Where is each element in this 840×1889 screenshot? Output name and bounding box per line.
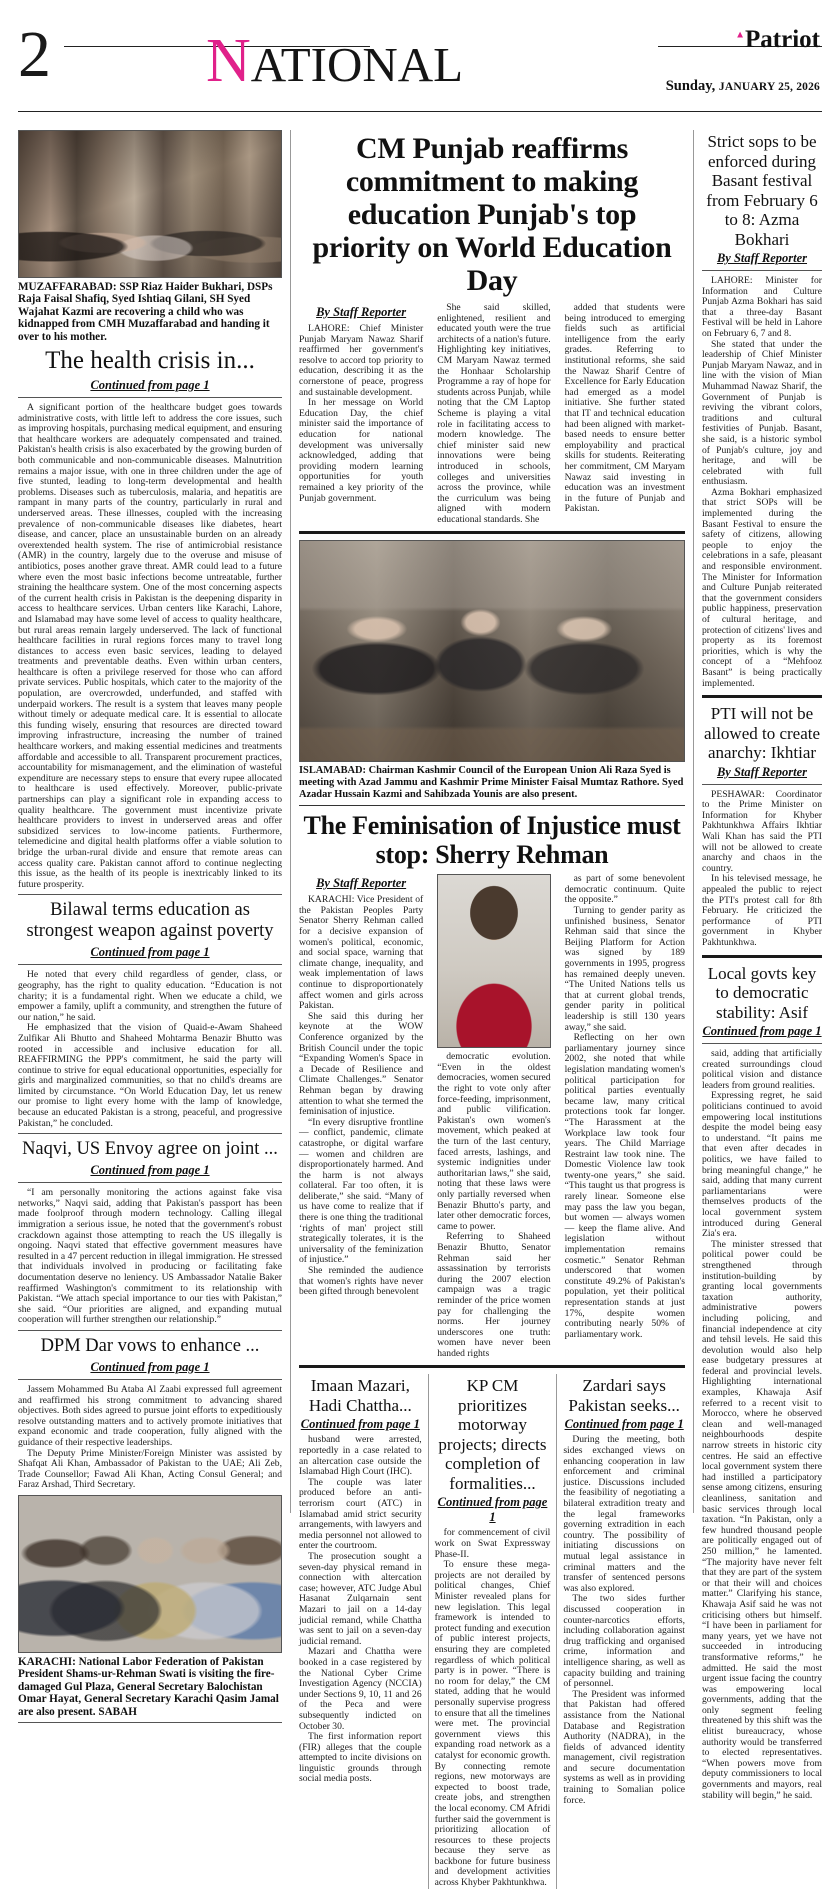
- brand-tick-icon: ▲: [735, 29, 746, 41]
- paragraph: A significant portion of the healthcare budget goes towards administrative costs, with little left to address the core issues, such as improving hospitals, purchasing medical equipment, and ensuring that healthcare workers are adequately compensated and trained. Pakistan's health crisis is also exacerbated by the growing burden of both communicable and non-communicable diseases. Malnutrition remains a major issue, with one in three children under the age of five stunted, leading to long-term developmental and health problems. Diseases such as tuberculosis, malaria, and hepatitis are rampant in many parts of the country, particularly in rural and underserved areas. These illnesses, coupled with the increasing prevalence of non-communicable diseases like diabetes, heart disease, and cancer, place an unsustainable burden on an already overextended health system. The rise of antimicrobial resistance (AMR) in the country, largely due to the overuse and misuse of antibiotics, poses another grave threat. AMR could lead to a future where even the most basic infections become untreatable, further straining the healthcare system. One of the most concerning aspects of the current health crisis in Pakistan is the deepening disparity in access to healthcare services. Urban centers like Karachi, Lahore, and Islamabad may have some level of access to quality healthcare, but rural areas remain largely underserved. The lack of functional healthcare facilities in rural regions forces many to travel long distances to access even basic services, leading to delayed treatments and preventable deaths. Even within urban centers, healthcare is often a privilege reserved for those who can afford private services. Public hospitals, which cater to the majority of the population, are overcrowded, underfunded, and staffed with underpaid workers. The result is a system that leaves many people without timely or adequate medical care. It is essential to allocate this funding wisely, ensuring that resources are directed toward improving infrastructure, increasing the number of trained healthcare workers, and making essential medicines and treatments affordable and accessible to all. Transparent procurement practices, accountability for mismanagement, and the elimination of wasteful expenditure are necessary steps to ensure that every rupee allocated to healthcare is used effectively. Moreover, public-private partnerships can play a significant role in expanding access to quality healthcare. The government must incentivize private healthcare providers to invest in underserved areas and offer subsidized services to low-income patients. Furthermore, telemedicine and digital health platforms offer a viable solution to bridge the urban-rural divide and ensure that remote areas can access quality care. Pakistan cannot afford to continue neglecting this issue, as the health of its people is inextricably linked to its future prosperity.: [18, 402, 282, 890]
- paragraph: The minister stressed that political power could be strengthened through institution-building by granting local governments taxation authority, administrative powers including policing, and financial independence at city and tehsil levels. He said this devolution would also help ease budgetary pressures at federal and provincial levels. Highlighting international examples, Khawaja Asif referred to a recent visit to Morocco, where he observed clean and well-managed neighbourhoods despite narrow streets in historic city centres. He said an effective local government system there had instilled a participatory sense among citizens, ensuring cleanliness, sanitation and basic services through local taxation. “In Pakistan, only a few hundred thousand people are politically engaged out of 250 million,” he lamented. “The majority have never felt that they are part of the system or that their will and choices matter.” Clarifying his stance, Khawaja Asif said he was not criticising others but himself. “I have been in parliament for many years, yet we have not succeeded in introducing transformative reforms,” he admitted. He said the most urgent issue facing the country was empowering local governments, adding that the only segment feeling threatened by this shift was the elitist bureaucracy, whose authority would be transferred to elected representatives. “When powers move from deputy commissioners to local governments and mayors, real stability will begin,” he said.: [702, 1238, 822, 1801]
- byline-basant: By Staff Reporter: [716, 251, 808, 265]
- contd-bilawal: Continued from page 1: [90, 945, 210, 960]
- divider: [299, 531, 685, 534]
- section-title-initial: N: [206, 27, 251, 95]
- feature-article-body: [299, 874, 685, 1359]
- headline-feminisation: The Feminisation of Injustice must stop: Sherry Rehman: [303, 811, 681, 870]
- paragraph: Jassem Mohammed Bu Ataba Al Zaabi expressed full agreement and reaffirmed his strong commitment to advancing shared objectives. Both sides agreed to pursue joint efforts to expeditiously resolve outstanding matters and to actively promote initiatives that expand economic and trade cooperation, fully aligned with the guidance of their respective leaderships.: [18, 1383, 282, 1448]
- paragraph: Referring to Shaheed Benazir Bhutto, Senator Rehman said her assassination by terrorists during the 2007 election campaign was a tragic reminder of the price women pay for challenging the norms. Her journey underscores one truth: women have never been handed rights: [437, 1231, 551, 1359]
- section-title: [206, 27, 464, 95]
- body-basant: [702, 276, 822, 689]
- divider: [18, 964, 282, 965]
- photo-karachi-caption: KARACHI: National Labor Federation of Pakistan President Shams-ur-Rehman Swati is visiting the fire-damaged Gul Plaza, General Secretary Balochistan Omar Hayat, General Secretary Karachi Qasim Jamal are also present. SABAH: [18, 1655, 279, 1718]
- paragraph: for commencement of civil work on Swat Expressway Phase-II.: [434, 1527, 551, 1560]
- headline-health-crisis: The health crisis in...: [45, 347, 255, 375]
- feature-col-3: [558, 874, 685, 1359]
- contd-health-crisis: Continued from page 1: [90, 378, 210, 393]
- paragraph: The couple was later produced before an anti-terrorism court (ATC) in Islamabad amid strict security arrangements, with lawyers and media personnel not allowed to enter the courtroom.: [299, 1476, 422, 1552]
- body-zardari: [563, 1435, 685, 1806]
- paragraph: LAHORE: Minister for Information and Culture Punjab Azma Bokhari has said that a three-day Basant Festival will be held in Lahore on February 6, 7 and 8.: [702, 275, 822, 339]
- paragraph: “In every disruptive frontline — conflict, pandemic, climate catastrophe, or digital warfare — women and children are disproportionately harmed. And the harm is not always collateral. Far too often, it is deliberate,” she said. “Many of us have come to realize that if there is one thing the traditional ‘rights of man' project still strategically tolerates, it is the universality of the feminization of injustice.”: [299, 1116, 424, 1266]
- divider: [299, 1365, 685, 1368]
- paragraph: LAHORE: Chief Minister Punjab Maryam Nawaz Sharif reaffirmed her government's resolve to accord top priority to education, describing it as the cornerstone of peace, progress and sustainable development.: [299, 323, 424, 398]
- body-imaan-mazari: [299, 1435, 422, 1785]
- page-number: 2: [18, 18, 51, 91]
- paragraph: He emphasized that the vision of Quaid-e-Awam Shaheed Zulfikar Ali Bhutto and Shaheed Mohtarma Benazir Bhutto was rooted in accessible and inclusive education for all. REAFFIRMING the PPP's commitment, he said the party will continue to strive for equal educational opportunities, especially for girls and marginalized communities, so that no child's dreams are limited by circumstance. “On World Education Day, let us renew our promise to light every home with the lamp of knowledge, because an educated Pakistan is a strong, peaceful, and progressive Pakistan,” he concluded.: [18, 1022, 282, 1129]
- feature-col2-text: [437, 1052, 550, 1359]
- section-title-rest: ATIONAL: [250, 37, 464, 92]
- divider: [18, 1722, 282, 1723]
- paragraph: democratic evolution. “Even in the oldest democracies, women secured the right to vote only after force-feeding, imprisonment, and public vilification. Pakistan's own women's movement, which peaked at the turn of the last century, faced arrests, lashings, and systemic indignities under authoritarian laws,” she said, noting that these laws were only partially reversed when Benazir Bhutto's party, and later other democratic forces, came to power.: [437, 1051, 551, 1232]
- paragraph: The first information report (FIR) alleges that the couple attempted to incite divisions on linguistic grounds through social media posts.: [299, 1731, 422, 1785]
- lead-col-3: [558, 303, 685, 525]
- headline-cm-punjab: CM Punjab reaffirms commitment to making education Punjab's top priority on World Education Day: [312, 132, 672, 297]
- sub-story-imaan-mazari: [299, 1374, 428, 1888]
- headline-local-govts: Local govts key to democratic stability: Asif: [707, 963, 817, 1022]
- paragraph: The two sides further discussed cooperation in counter-narcotics efforts, including collaboration against drug trafficking and organised crime, information and intelligence sharing, as well as capacity building and training of personnel.: [563, 1593, 685, 1690]
- page-grid: [18, 130, 822, 1889]
- paragraph: She said skilled, enlightened, resilient and educated youth were the true architects of a nation's future. Highlighting key initiatives, CM Maryam Nawaz termed the Honhaar Scholarship Programme a ray of hope for students across Punjab, while noting that the CM Laptop Scheme is playing a vital role in facilitating access to modern knowledge. The chief minister said new innovations were being introduced in schools, colleges and universities across the province, while the curriculum was being aligned with modern educational standards. She: [437, 302, 551, 525]
- body-naqvi: [18, 1188, 282, 1326]
- divider: [299, 805, 685, 806]
- byline-feminisation: By Staff Reporter: [316, 876, 407, 891]
- headline-imaan-mazari: Imaan Mazari, Hadi Chattha...: [308, 1376, 412, 1415]
- divider: [702, 955, 822, 958]
- headline-pti: PTI will not be allowed to create anarchy: Ikhtiar: [703, 704, 821, 763]
- dateline: [666, 78, 820, 95]
- feature-col3-text: [565, 874, 685, 1340]
- headline-kp-cm: KP CM prioritizes motorway projects; directs completion of formalities...: [438, 1376, 547, 1493]
- headline-dpm-dar: DPM Dar vows to enhance ...: [40, 1335, 260, 1356]
- divider: [18, 894, 282, 895]
- paragraph: Mazari and Chattha were booked in a case registered by the National Cyber Crime Investigation Agency (NCCIA) under Sections 9, 10, 11 and 26 of the Peca and were subsequently indicted on October 30.: [299, 1646, 422, 1732]
- paragraph: In her message on World Education Day, the chief minister said the importance of education for national development was universally acknowledged, adding that providing modern learning opportunities for youth remained a key priority of the Punjab government.: [299, 397, 424, 504]
- contd-local-govts: Continued from page 1: [702, 1024, 822, 1039]
- body-bilawal: [18, 970, 282, 1129]
- headline-zardari: Zardari says Pakistan seeks...: [568, 1376, 680, 1415]
- divider: [702, 784, 822, 785]
- divider: [18, 1330, 282, 1331]
- paragraph: The President was informed that Pakistan had offered assistance from the National Database and Registration Authority (NADRA), in the fields of advanced identity management, civil registration and secure documentation systems as well as in providing training to Somalian police force.: [563, 1688, 685, 1806]
- masthead-bottom-rule: [18, 111, 822, 112]
- lead-col3-text: [565, 303, 685, 515]
- center-column: [290, 130, 694, 1889]
- divider: [18, 1133, 282, 1134]
- photo-muzaffarabad: [18, 130, 282, 278]
- body-pti: [702, 790, 822, 949]
- lead-col-2: [430, 303, 557, 525]
- paragraph: PESHAWAR: Coordinator to the Prime Minister on Information for Khyber Pakhtunkhwa Affairs Ikhtiar Wali Khan has said the PTI will not be allowed to create anarchy and chaos in the country.: [702, 788, 822, 874]
- paragraph: He noted that every child regardless of gender, class, or geography, has the right to quality education. “Education is not charity; it is a fundamental right. When we educate a child, we empower a family, uplift a community, and strengthen the future of our nation,” he said.: [18, 969, 282, 1023]
- body-dpm-dar: [18, 1385, 282, 1491]
- byline-cm-punjab: By Staff Reporter: [316, 305, 407, 319]
- body-local-govts: [702, 1049, 822, 1801]
- paragraph: The prosecution sought a seven-day physical remand in connection with altercation case; however, ATC Judge Abul Hasanat Zulqarnain sent Mazari to jail on a 14-day judicial remand, while Chattha was sent to jail on a seven-day judicial remand.: [299, 1551, 422, 1647]
- divider: [18, 1182, 282, 1183]
- headline-naqvi: Naqvi, US Envoy agree on joint ...: [22, 1139, 278, 1160]
- contd-kp-cm: Continued from page 1: [437, 1495, 548, 1525]
- right-column: [694, 130, 822, 1801]
- divider: [702, 695, 822, 698]
- headline-bilawal: Bilawal terms education as strongest weapon against poverty: [26, 900, 274, 942]
- contd-imaan-mazari: Continued from page 1: [300, 1417, 420, 1432]
- paragraph: In his televised message, he appealed the public to reject the PTI's protest call for 8th February. He criticized the performance of PTI government in Khyber Pakhtunkhwa.: [702, 873, 822, 948]
- photo-islamabad-meeting: [299, 540, 685, 762]
- sub-story-kp-cm: [428, 1374, 557, 1888]
- lead-col-1: [299, 303, 430, 525]
- lead-article-body: [299, 303, 685, 525]
- feature-col1-text: [299, 895, 423, 1298]
- paragraph: The Deputy Prime Minister/Foreign Minister was assisted by Shafqat Ali Khan, Ambassador of Pakistan to the UAE; Ali Zeb, Trade Counsellor; Fawad Ali Khan, Acting Consul General; and Faraz Arshad, Third Secretary.: [18, 1447, 282, 1491]
- paragraph: said, adding that artificially created surroundings cloud political vision and distance leaders from ground realities.: [702, 1048, 822, 1091]
- body-health-crisis: [18, 403, 282, 890]
- contd-zardari: Continued from page 1: [564, 1417, 684, 1432]
- brand-logo: [735, 26, 820, 54]
- newspaper-page: [0, 18, 840, 1889]
- contd-dpm-dar: Continued from page 1: [90, 1359, 210, 1374]
- paragraph: husband were arrested, reportedly in a case related to an altercation case outside the Islamabad High Court (IHC).: [299, 1434, 422, 1478]
- paragraph: “I am personally monitoring the actions against fake visa networks,” Naqvi said, adding that Pakistan's passport has been made foolproof through modern technology. Calling illegal immigration a serious issue, he noted that the government's robust crackdown against those attempting to reach the US illegally is ongoing. Naqvi stated that effective government measures have resulted in a 47 percent reduction in illegal immigration. He stressed that individuals involved in producing or facilitating fake documentation deserve no leniency. US Ambassador Natalie Baker reaffirmed Washington's commitment to its relationship with Pakistan. “We attach special importance to our ties with Pakistan,” she said. “Our priorities are aligned, and expanding mutual cooperation will further strengthen our relationship.”: [18, 1187, 282, 1326]
- lead-col1-text: [299, 324, 423, 504]
- left-column: [18, 130, 290, 1718]
- paragraph: added that students were being introduced to emerging fields such as artificial intelligence from the early grades. Referring to institutional reforms, she said the Nawaz Sharif Centre of Excellence for Early Education had emerged as a model initiative. She further stated that IT and technical education had been aligned with market-based needs to ensure better employability and practical skills for students. Reiterating her commitment, CM Maryam Nawaz said investing in education was an investment in the future of Punjab and Pakistan.: [564, 302, 685, 515]
- brand-name: Patriot: [745, 26, 820, 53]
- paragraph: To ensure these mega-projects are not derailed by political changes, Chief Minister revealed plans for new legislation. This legal framework is intended to protect funding and execution of public interest projects, ensuring they are completed regardless of which political party is in power. “There is no room for delay,” the CM stated, adding that he would personally supervise progress to ensure that all the timelines were met. The provincial government views this expanding road network as a catalyst for economic growth. By connecting remote regions, new motorways are expected to boost trade, create jobs, and strengthen the local economy. CM Afridi further said the government is prioritizing allocation of resources to these projects because they serve as backbone for future business and development activities across Khyber Pakhtunkhwa.: [434, 1559, 551, 1889]
- divider: [18, 1379, 282, 1380]
- photo-sherry-rehman: [437, 874, 550, 1048]
- paragraph: She said this during her keynote at the WOW Conference organized by the British Council under the topic “Expanding Women's Space in a Decade of Resilience and Climate Challenges.” Senator Rehman began by drawing attention to what she termed the feminisation of injustice.: [299, 1010, 424, 1118]
- photo-muzaffarabad-caption: MUZAFFARABAD: SSP Riaz Haider Bukhari, DSPs Raja Faisal Shafiq, Syed Ishtiaq Gilani, SH Syed Wajahat Kazmi are recovering a child who was kidnapped from CMH Muzaffarabad and handing it over to his mother.: [18, 281, 273, 343]
- paragraph: Reflecting on her own parliamentary journey since 2002, she noted that while legislation mandating women's political participation for political parties eventually became law, many critical protections took far longer. “The Harassment at the Workplace law took four years. The Child Marriage Restraint law took nine. The Domestic Violence law took twenty-one years,” she said. “This taught us that progress is rarely linear. Someone else may pass the law you began, but women — always women — keep the flame alive. And legislation without implementation remains cosmetic.” Senator Rehman underscored that women constitute 49.2% of Pakistan's population, yet their political representation stands at just 17%, despite women contributing nearly 50% of parliamentary work.: [564, 1032, 685, 1340]
- feature-col-2: [430, 874, 557, 1359]
- dateline-date: JANUARY 25, 2026: [718, 81, 820, 93]
- paragraph: Expressing regret, he said politicians continued to avoid empowering local institutions despite the model being easy to understand. “It pains me that even after decades in politics, we have failed to bring meaningful change,” he said, adding that many current parliamentarians were themselves products of the local government system introduced during General Zia's era.: [702, 1090, 822, 1240]
- sub-stories-row: [299, 1374, 685, 1888]
- masthead: [18, 18, 822, 110]
- paragraph: During the meeting, both sides exchanged views on enhancing cooperation in law enforcement and criminal justice. Discussions included the feasibility of negotiating a bilateral extradition treaty and the legal frameworks governing extradition in each country. The possibility of initiating discussions on mutual legal assistance in criminal matters and the transfer of sentenced persons was also explored.: [563, 1434, 685, 1594]
- dateline-day: Sunday,: [665, 78, 716, 94]
- headline-basant: Strict sops to be enforced during Basant festival from February 6 to 8: Azma Bokhari: [706, 132, 818, 249]
- contd-naqvi: Continued from page 1: [90, 1163, 210, 1178]
- paragraph: Azma Bokhari emphasized that strict SOPs will be implemented during the Basant Festival to ensure the safety of citizens, allowing people to enjoy the celebrations in a safe, pleasant and responsible environment. The Minister for Information and Culture Punjab reiterated that the government considers public happiness, preservation of cultural heritage, and protection of citizens' lives and property as its foremost priorities, which is why the concept of a “Mehfooz Basant” is being practically implemented.: [702, 486, 822, 689]
- divider: [702, 1043, 822, 1044]
- photo-islamabad-caption: ISLAMABAD: Chairman Kashmir Council of the European Union Ali Raza Syed is meeting with Azad Jammu and Kashmir Prime Minister Faisal Mumtaz Rathore. Syed Azadar Hussain Kazmi and Sahibzada Younis are also present.: [299, 765, 684, 800]
- paragraph: KARACHI: Vice President of the Pakistan Peoples Party Senator Sherry Rehman called for a decisive expansion of women's political, economic, and social space, warning that climate change, inequality, and weak implementation of laws continue to disproportionately affect women and girls across Pakistan.: [299, 894, 424, 1012]
- paragraph: She stated that under the leadership of Chief Minister Punjab Maryam Nawaz, and in line with the vision of Mian Muhammad Nawaz Sharif, the Government of Punjab is reviving the vibrant colors, traditions and cultural festivities of Punjab. Basant, she said, is a historic symbol of Punjab's culture, joy and heritage, and will be celebrated with full enthusiasm.: [702, 338, 822, 488]
- lead-col2-text: [437, 303, 550, 525]
- byline-pti: By Staff Reporter: [716, 764, 808, 779]
- divider: [702, 270, 822, 271]
- feature-col-1: [299, 874, 430, 1359]
- sub-story-zardari: [556, 1374, 685, 1888]
- divider: [18, 397, 282, 398]
- photo-karachi: [18, 1495, 282, 1653]
- paragraph: She reminded the audience that women's rights have never been gifted through benevolent: [299, 1265, 424, 1298]
- paragraph: as part of some benevolent democratic continuum. Quite the opposite.”: [564, 873, 685, 906]
- paragraph: Turning to gender parity as unfinished business, Senator Rehman said that since the Beijing Platform for Action was signed by 189 governments in 1995, progress has remained deeply uneven. “The United Nations tells us that at current global trends, gender parity in political leadership is still 130 years away,” she said.: [564, 905, 685, 1033]
- body-kp-cm: [435, 1528, 551, 1888]
